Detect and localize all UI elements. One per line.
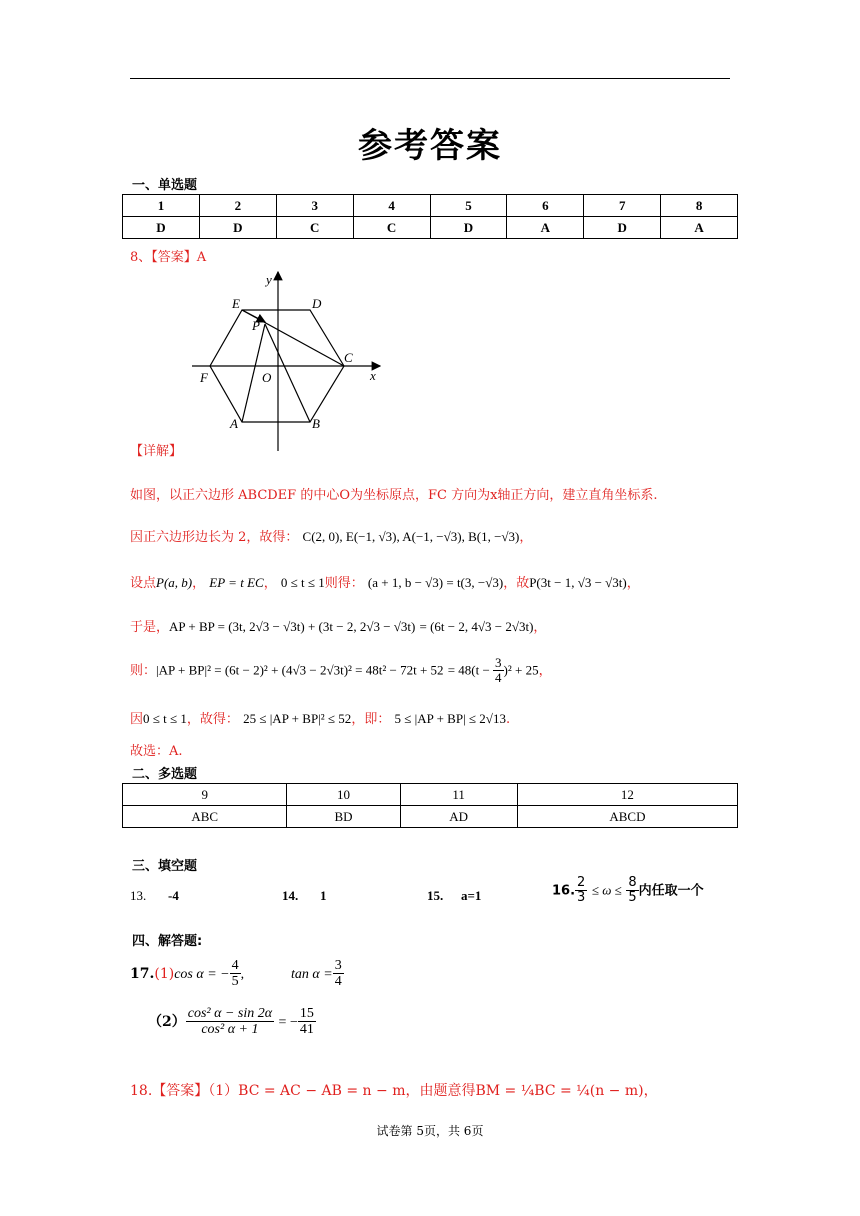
table-cell: ABC xyxy=(123,806,287,828)
table-cell: A xyxy=(507,217,584,239)
q16-answer xyxy=(552,876,704,906)
section-fill-heading: 三、填空题 xyxy=(132,859,198,874)
table-cell: 4 xyxy=(353,195,430,217)
label-P: P xyxy=(252,318,260,333)
table-cell: 11 xyxy=(400,784,517,806)
table-cell: 3 xyxy=(276,195,353,217)
math: P(a, b) xyxy=(156,575,193,590)
table-cell: AD xyxy=(400,806,517,828)
detail-label: 【详解】 xyxy=(130,444,183,459)
text: . xyxy=(505,712,511,727)
math: ≤ ω ≤ xyxy=(591,882,622,898)
q17-label: 17. xyxy=(130,965,155,982)
table-cell: D xyxy=(584,217,661,239)
text: ， xyxy=(538,663,552,679)
table-cell: D xyxy=(430,217,507,239)
math: = 48(t − xyxy=(447,662,494,678)
solution-line-2 xyxy=(130,526,532,545)
math: )² + 25 xyxy=(503,662,539,678)
math: 0 ≤ t ≤ 1 xyxy=(143,711,187,726)
text: ，故 xyxy=(503,576,530,591)
text: ， xyxy=(533,620,547,635)
part-label: （2） xyxy=(148,1013,186,1030)
text: ， xyxy=(626,576,640,591)
text: ， xyxy=(192,576,206,591)
label-O: O xyxy=(262,370,272,385)
label-F: F xyxy=(200,370,208,385)
text: 内任取一个 xyxy=(638,883,704,899)
q13-label: 13. xyxy=(130,888,147,903)
text: ，即： xyxy=(351,712,391,727)
table-cell: C xyxy=(276,217,353,239)
math: P(3t − 1, √3 − √3t) xyxy=(529,575,627,590)
solution-line-1: 如图，以正六边形 ABCDEF 的中心O为坐标原点，FC 方向为x轴正方向，建立直角坐标系. xyxy=(130,488,658,503)
numerator: 8 xyxy=(628,875,637,890)
math: 5 ≤ |AP + BP| ≤ 2√13 xyxy=(394,711,506,726)
denominator: 3 xyxy=(577,890,586,906)
q13-answer: -4 xyxy=(168,888,179,903)
text: 设点 xyxy=(130,576,157,591)
denominator: 4 xyxy=(495,670,502,686)
q17-part1 xyxy=(130,958,344,990)
segment-BP xyxy=(265,324,310,422)
hexagon-figure xyxy=(180,266,390,456)
table-cell: 5 xyxy=(430,195,507,217)
fraction xyxy=(298,1006,316,1038)
solution-line-3 xyxy=(130,572,640,591)
solution-line-6 xyxy=(130,708,510,727)
numerator: 3 xyxy=(334,958,342,973)
math: cos α = − xyxy=(174,966,230,982)
section-single-choice-heading: 一、单选题 xyxy=(132,178,198,193)
q17-part2 xyxy=(148,1006,316,1038)
denominator: 5 xyxy=(231,974,239,990)
fraction xyxy=(333,958,344,990)
math: tan α = xyxy=(291,966,333,982)
table-row xyxy=(123,784,738,806)
table-cell: A xyxy=(661,217,738,239)
denominator: 41 xyxy=(299,1022,314,1038)
math: EP = t EC xyxy=(209,575,264,590)
math: AP + BP = (3t, 2√3 − √3t) + (3t − 2, 2√3 − √3t) xyxy=(169,619,416,634)
table-cell: 1 xyxy=(123,195,200,217)
numerator: 3 xyxy=(495,655,502,670)
label-E: E xyxy=(232,296,240,311)
table-cell: D xyxy=(199,217,276,239)
numerator: 2 xyxy=(577,875,586,890)
table-cell: 10 xyxy=(287,784,400,806)
text: 则： xyxy=(130,663,157,679)
q18-answer: 18.【答案】（1）BC = AC − AB = n − m，由题意得BM = ¼BC = ¼(n − m)， xyxy=(130,1083,658,1099)
text: ，故得： xyxy=(186,712,239,727)
table-cell: 6 xyxy=(507,195,584,217)
label-D: D xyxy=(312,296,322,311)
math: C(2, 0), E(−1, √3), A(−1, −√3), B(1, −√3) xyxy=(302,529,520,544)
text: ， xyxy=(263,576,277,591)
denominator: 4 xyxy=(334,974,342,990)
solution-conclusion: 故选：A. xyxy=(130,744,183,759)
q15-answer: a=1 xyxy=(461,888,482,903)
solution-line-4 xyxy=(130,616,546,635)
math: |AP + BP|² = (6t − 2)² + (4√3 − 2√3t)² = 48t² − 72t + 52 xyxy=(156,662,444,678)
header-rule xyxy=(130,78,730,79)
text: 于是， xyxy=(130,620,170,635)
fraction xyxy=(493,656,504,686)
fraction xyxy=(626,876,638,906)
denominator: cos² α + 1 xyxy=(201,1022,259,1038)
label-A: A xyxy=(230,416,238,431)
table-row xyxy=(123,806,738,828)
label-C: C xyxy=(344,350,353,365)
math: 0 ≤ t ≤ 1 xyxy=(280,575,325,590)
section-multi-choice-heading: 二、多选题 xyxy=(132,767,198,782)
section-solve-heading: 四、解答题: xyxy=(132,934,203,949)
fraction xyxy=(575,876,587,906)
text: , xyxy=(240,966,245,982)
multi-choice-table xyxy=(122,783,738,828)
table-cell: D xyxy=(123,217,200,239)
math: 25 ≤ |AP + BP|² ≤ 52 xyxy=(243,711,352,726)
label-B: B xyxy=(312,416,320,431)
math: (a + 1, b − √3) = t(3, −√3) xyxy=(367,575,504,590)
q14-label: 14. xyxy=(282,888,299,903)
numerator: cos² α − sin 2α xyxy=(187,1006,273,1021)
table-cell: C xyxy=(353,217,430,239)
table-cell: ABCD xyxy=(517,806,737,828)
denominator: 5 xyxy=(628,890,637,906)
single-choice-table xyxy=(122,194,738,239)
label-x: x xyxy=(370,368,376,383)
q16-label: 16. xyxy=(552,883,576,899)
label-y: y xyxy=(266,272,272,287)
math: = (6t − 2, 4√3 − 2√3t) xyxy=(419,619,534,634)
fraction xyxy=(230,958,241,990)
table-row xyxy=(123,195,738,217)
text: ， xyxy=(519,530,533,545)
table-cell: 7 xyxy=(584,195,661,217)
solution-line-5 xyxy=(130,656,552,686)
text: 因 xyxy=(130,712,144,727)
numerator: 15 xyxy=(299,1006,314,1021)
math: = − xyxy=(278,1014,298,1030)
table-row xyxy=(123,217,738,239)
q15-label: 15. xyxy=(427,888,444,903)
part-label: (1) xyxy=(154,965,175,982)
page-title: 参考答案 xyxy=(358,126,502,166)
page-footer: 试卷第 5页，共 6页 xyxy=(376,1124,484,1138)
table-cell: BD xyxy=(287,806,400,828)
table-cell: 12 xyxy=(517,784,737,806)
text: 因正六边形边长为 2，故得： xyxy=(130,530,299,545)
table-cell: 9 xyxy=(123,784,287,806)
q8-answer: 8、【答案】A xyxy=(130,250,207,265)
table-cell: 8 xyxy=(661,195,738,217)
fraction xyxy=(186,1006,274,1038)
numerator: 4 xyxy=(231,958,239,973)
q14-answer: 1 xyxy=(320,888,327,903)
table-cell: 2 xyxy=(199,195,276,217)
text: 则得： xyxy=(324,576,364,591)
